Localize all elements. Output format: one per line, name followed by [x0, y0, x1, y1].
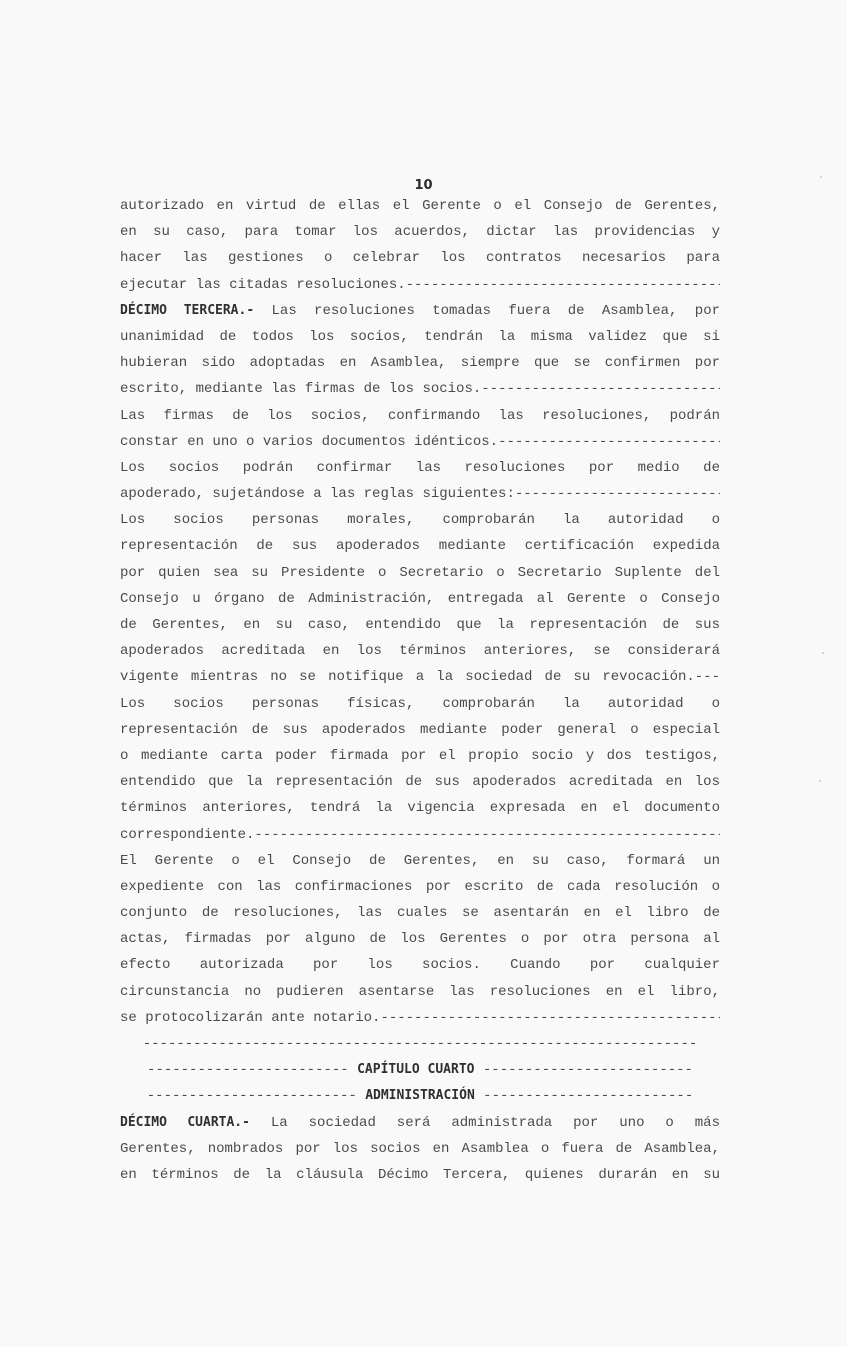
- text-line: vigente mientras no se notifique a la sociedad de su revocación.---: [120, 669, 720, 686]
- clause-heading-text: Las resoluciones tomadas fuera de Asamblea, por: [254, 302, 720, 319]
- text-line: conjunto de resoluciones, las cuales se asentarán en el libro de: [120, 905, 720, 922]
- scan-speck: [819, 780, 821, 782]
- clause-heading-line: [120, 298, 720, 324]
- text-line: correspondiente. -----: [120, 822, 720, 848]
- text-line: hubieran sido adoptadas en Asamblea, siempre que se confirmen por: [120, 355, 720, 372]
- text-line: autorizado en virtud de ellas el Gerente o el Consejo de Gerentes,: [120, 198, 720, 214]
- clause-heading-text: La sociedad será administrada por uno o más: [249, 1114, 720, 1131]
- page-number: 10: [414, 178, 433, 193]
- text-line: de Gerentes, en su caso, entendido que la representación de sus: [120, 617, 720, 633]
- text-line: expediente con las confirmaciones por escrito de cada resolución o: [120, 878, 720, 895]
- text-line: en su caso, para tomar los acuerdos, dictar las providencias y: [120, 224, 720, 241]
- text-line: o mediante carta poder firmada por el propio socio y dos testigos,: [120, 747, 720, 764]
- text-line: Los socios personas físicas, comprobarán la autoridad o: [120, 695, 720, 712]
- text-line: Consejo u órgano de Administración, entregada al Gerente o Consejo: [120, 590, 720, 607]
- text-line: Los socios personas morales, comprobarán la autoridad o: [120, 512, 720, 529]
- separator-line: ------------------------------------------------------------------: [142, 1036, 698, 1052]
- text-line: por quien sea su Presidente o Secretario o Secretario Suplente del: [120, 564, 720, 581]
- text-line: apoderado, sujetándose a las reglas siguientes: -----: [120, 481, 720, 507]
- clause-heading-line: [120, 1110, 720, 1136]
- section-heading: ------------------------- ADMINISTRACIÓN -------------------------: [146, 1088, 694, 1105]
- text-line: efecto autorizada por los socios. Cuando por cualquier: [120, 957, 720, 974]
- text-line: Gerentes, nombrados por los socios en Asamblea o fuera de Asamblea,: [120, 1140, 720, 1157]
- scan-speck: [820, 176, 822, 178]
- text-line: apoderados acreditada en los términos anteriores, se considerará: [120, 643, 720, 660]
- text-line: entendido que la representación de sus apoderados acreditada en los: [120, 774, 720, 791]
- text-line: escrito, mediante las firmas de los socios. -----: [120, 376, 720, 402]
- text-line: en términos de la cláusula Décimo Tercera, quienes durarán en su: [120, 1166, 720, 1183]
- text-line: unanimidad de todos los socios, tendrán la misma validez que si: [120, 328, 720, 345]
- text-line: actas, firmadas por alguno de los Gerentes o por otra persona al: [120, 931, 720, 948]
- text-line: Las firmas de los socios, confirmando las resoluciones, podrán: [120, 407, 720, 424]
- text-line: Los socios podrán confirmar las resoluciones por medio de: [120, 459, 720, 476]
- text-line: circunstancia no pudieren asentarse las resoluciones en el libro,: [120, 983, 720, 1000]
- text-line: El Gerente o el Consejo de Gerentes, en su caso, formará un: [120, 852, 720, 869]
- clause-heading-decimo-cuarta: DÉCIMO CUARTA.-: [120, 1114, 250, 1130]
- clause-heading-decimo-tercera: DÉCIMO TERCERA.-: [120, 302, 255, 318]
- text-line: constar en uno o varios documentos idénticos. -----: [120, 429, 720, 455]
- text-line: se protocolizarán ante notario. -----: [120, 1005, 720, 1031]
- scan-speck: [822, 652, 824, 654]
- chapter-heading: ------------------------ CAPÍTULO CUARTO -------------------------: [147, 1062, 693, 1079]
- text-line: hacer las gestiones o celebrar los contratos necesarios para: [120, 250, 720, 267]
- document-body: [120, 193, 720, 1188]
- text-line: representación de sus apoderados mediante poder general o especial: [120, 721, 720, 738]
- text-line: representación de sus apoderados mediante certificación expedida: [120, 538, 720, 555]
- text-line: términos anteriores, tendrá la vigencia expresada en el documento: [120, 800, 720, 817]
- text-line: ejecutar las citadas resoluciones. -----: [120, 272, 720, 298]
